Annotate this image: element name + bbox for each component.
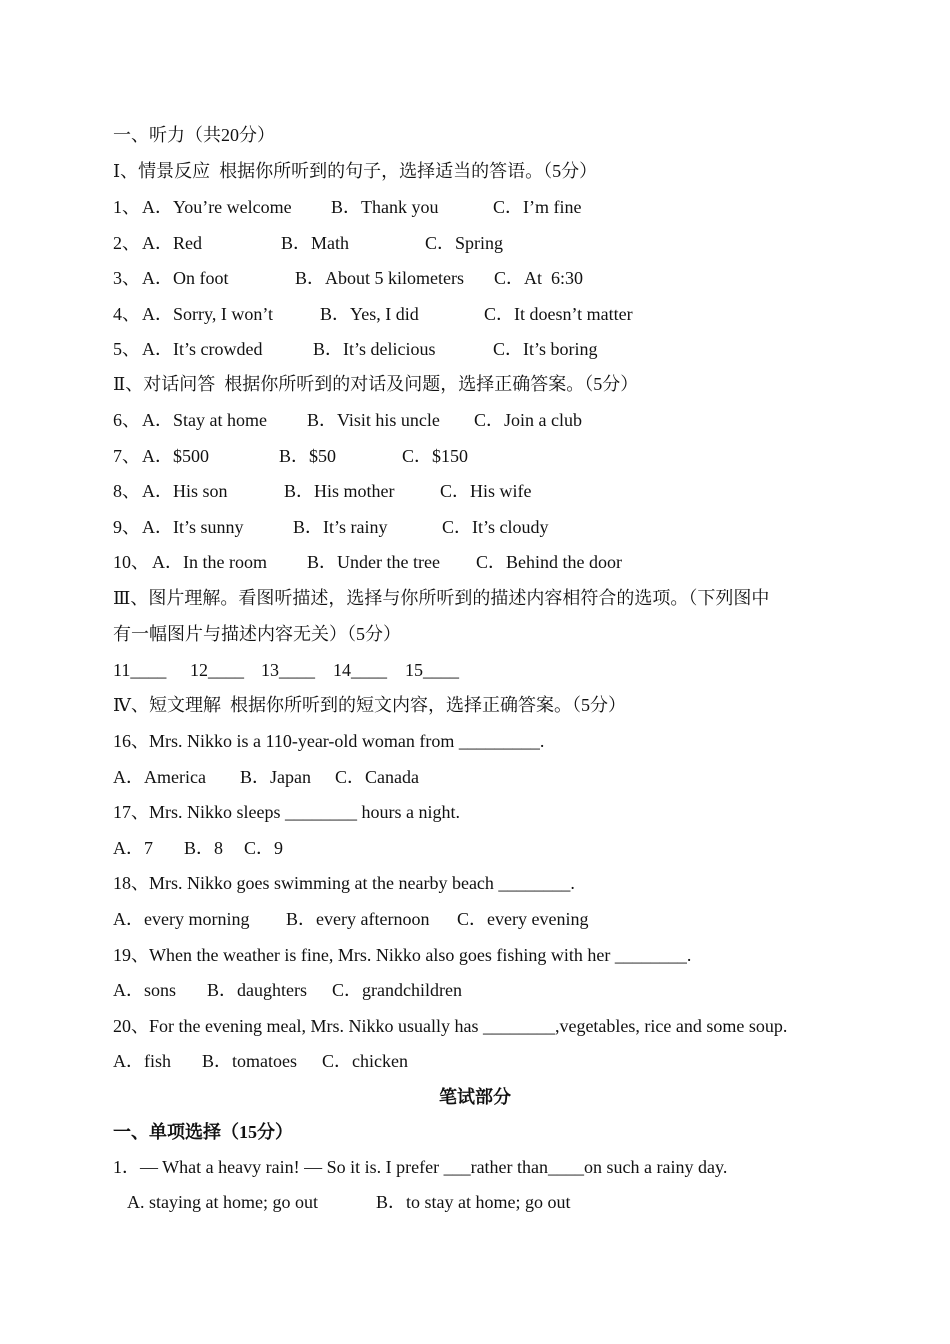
part3-heading-continued: 有一幅图片与描述内容无关）（5分） [113,624,401,644]
option-a: A．Stay at home [142,410,267,430]
option-c: C．Spring [425,233,504,253]
option-c: C．At 6:30 [494,268,584,288]
option-a: A．Sorry, I won’t [142,304,273,324]
answer-blank[interactable]: 13____ [261,660,315,680]
option-c: C．every evening [457,909,589,929]
question-text: 18、Mrs. Nikko goes swimming at the nearby beach ________. [113,873,575,893]
question-row [113,442,469,470]
question-row [113,335,598,363]
part3-heading: Ⅲ、图片理解。看图听描述，选择与你所听到的描述内容相符合的选项。（下列图中 [113,588,770,608]
question-number: 4、 [113,304,140,324]
option-c: C．It’s cloudy [442,517,549,537]
question-number: 6、 [113,410,140,430]
option-c: C．It’s boring [493,339,598,359]
answer-blank[interactable]: 11____ [113,660,167,680]
option-b: B．Japan [240,767,311,787]
question-number: 8、 [113,481,140,501]
question-row [113,406,582,434]
options-row [113,1047,408,1075]
option-b: B．to stay at home; go out [376,1192,571,1212]
option-b: B．Visit his uncle [307,410,440,430]
option-a: A．every morning [113,909,250,929]
option-a: A．$500 [142,446,209,466]
option-c: C．I’m fine [493,197,582,217]
option-c: C．Join a club [474,410,582,430]
option-a: A．You’re welcome [142,197,292,217]
question-number: 9、 [113,517,140,537]
question-row [113,513,549,541]
option-a: A．7 [113,838,153,858]
option-c: C．His wife [440,481,532,501]
option-b: B．8 [184,838,224,858]
question-text: 20、For the evening meal, Mrs. Nikko usually has ________,vegetables, rice and some soup. [113,1016,788,1036]
question-number: 7、 [113,446,140,466]
option-b: B．His mother [284,481,395,501]
option-c: C．Canada [335,767,419,787]
option-a: A．In the room [152,552,267,572]
question-number: 1、 [113,197,140,217]
option-c: C．grandchildren [332,980,462,1000]
question-row [113,548,622,576]
option-b: B．Yes, I did [320,304,419,324]
question-row [113,264,584,292]
option-b: B．$50 [279,446,337,466]
option-c: C．chicken [322,1051,408,1071]
answer-blank[interactable]: 14____ [333,660,387,680]
options-row [127,1188,571,1216]
option-c: C．It doesn’t matter [484,304,633,324]
part2-heading: Ⅱ、对话问答 根据你所听到的对话及问题，选择正确答案。（5分） [113,374,639,394]
option-a: A．America [113,767,206,787]
option-b: B．every afternoon [286,909,430,929]
question-number: 2、 [113,233,140,253]
single-choice-title: 一、单项选择（15分） [113,1122,293,1142]
option-c: C．$150 [402,446,469,466]
options-row [113,763,419,791]
question-number: 3、 [113,268,140,288]
option-b: B．Math [281,233,350,253]
option-a: A．Red [142,233,202,253]
option-a: A．It’s sunny [142,517,244,537]
option-a: A．His son [142,481,228,501]
option-b: B．daughters [207,980,307,1000]
question-row [113,229,504,257]
answer-blank[interactable]: 15____ [405,660,459,680]
option-b: B．tomatoes [202,1051,297,1071]
option-a: A. staying at home; go out [127,1192,318,1212]
options-row [113,976,462,1004]
options-row [113,834,284,862]
part4-heading: Ⅳ、短文理解 根据你所听到的短文内容，选择正确答案。（5分） [113,695,626,715]
answer-blanks-row [113,656,459,684]
question-text: 17、Mrs. Nikko sleeps ________ hours a night. [113,802,460,822]
question-number: 10、 [113,552,149,572]
question-text: 16、Mrs. Nikko is a 110-year-old woman from _________. [113,731,545,751]
question-text: 1．— What a heavy rain! — So it is. I prefer ___rather than____on such a rainy day. [113,1157,728,1177]
listening-title: 一、听力（共20分） [113,125,275,145]
option-a: A．On foot [142,268,229,288]
question-row [113,300,633,328]
option-b: B．It’s delicious [313,339,436,359]
written-section-title: 笔试部分 [439,1087,511,1107]
option-a: A．sons [113,980,177,1000]
question-row [113,193,582,221]
question-text: 19、When the weather is fine, Mrs. Nikko also goes fishing with her ________. [113,945,692,965]
part1-heading: Ⅰ、情景反应 根据你所听到的句子，选择适当的答语。（5分） [113,161,598,181]
question-row [113,477,532,505]
option-a: A．fish [113,1051,171,1071]
option-b: B．It’s rainy [293,517,388,537]
option-c: C．Behind the door [476,552,622,572]
option-b: B．Under the tree [307,552,440,572]
option-b: B．Thank you [331,197,439,217]
options-row [113,905,589,933]
option-a: A．It’s crowded [142,339,263,359]
option-b: B．About 5 kilometers [295,268,464,288]
option-c: C．9 [244,838,284,858]
answer-blank[interactable]: 12____ [190,660,244,680]
question-number: 5、 [113,339,140,359]
